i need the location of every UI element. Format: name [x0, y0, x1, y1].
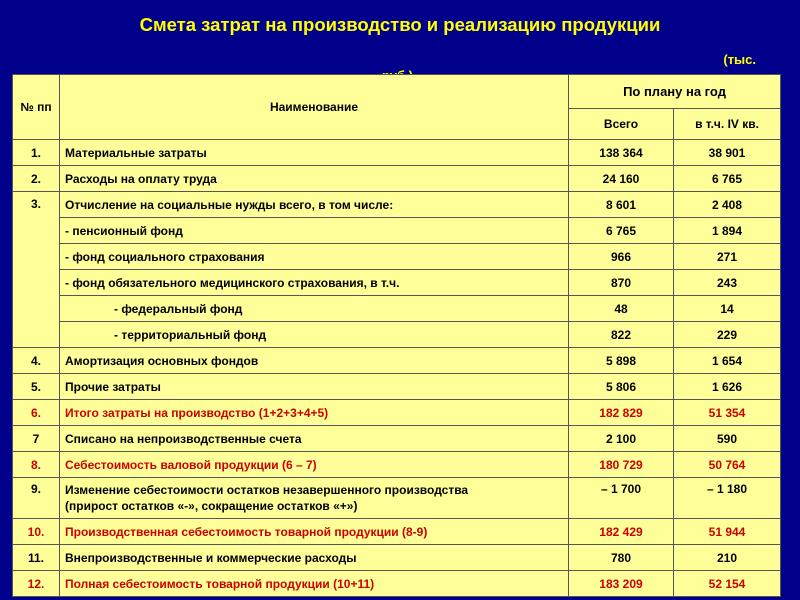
row-name: Производственная себестоимость товарной продукции (8-9) [60, 519, 569, 545]
row-q4: 2 408 [674, 192, 781, 218]
row-total: 8 601 [569, 192, 674, 218]
row-name: - фонд обязательного медицинского страхования, в т.ч. [60, 270, 569, 296]
row-num: 11. [13, 545, 60, 571]
table-row [13, 140, 781, 166]
row-q4: – 1 180 [674, 478, 781, 519]
row-num: 6. [13, 400, 60, 426]
header-q4: в т.ч. IV кв. [674, 109, 781, 140]
row-name [60, 478, 569, 519]
row-total: 6 765 [569, 218, 674, 244]
row-total: 870 [569, 270, 674, 296]
table-row [13, 348, 781, 374]
row-name: Итого затраты на производство (1+2+3+4+5) [60, 400, 569, 426]
row-num: 1. [13, 140, 60, 166]
row-num: 12. [13, 571, 60, 597]
table-row [13, 296, 781, 322]
row-num: 4. [13, 348, 60, 374]
table-row-subtotal [13, 400, 781, 426]
header-plan: По плану на год [569, 75, 781, 109]
row-q4: 210 [674, 545, 781, 571]
row-name: Себестоимость валовой продукции (6 – 7) [60, 452, 569, 478]
row-name: - фонд социального страхования [60, 244, 569, 270]
row-name: Списано на непроизводственные счета [60, 426, 569, 452]
row-total: 183 209 [569, 571, 674, 597]
row-total: 180 729 [569, 452, 674, 478]
row-num: 7 [13, 426, 60, 452]
header-name: Наименование [60, 75, 569, 140]
row-name-line2: (прирост остатков «-», сокращение остатков «+») [65, 499, 358, 513]
row-num: 10. [13, 519, 60, 545]
row-name: Расходы на оплату труда [60, 166, 569, 192]
row-q4: 6 765 [674, 166, 781, 192]
row-total: 182 429 [569, 519, 674, 545]
row-q4: 51 944 [674, 519, 781, 545]
row-name: - пенсионный фонд [60, 218, 569, 244]
row-name: Внепроизводственные и коммерческие расходы [60, 545, 569, 571]
table-row-subtotal [13, 452, 781, 478]
unit-line-1: (тыс. [723, 52, 756, 67]
cost-estimate-table [12, 74, 781, 597]
row-num: 5. [13, 374, 60, 400]
row-num: 8. [13, 452, 60, 478]
table-row [13, 545, 781, 571]
row-name: Полная себестоимость товарной продукции (10+11) [60, 571, 569, 597]
row-total: 822 [569, 322, 674, 348]
row-q4: 38 901 [674, 140, 781, 166]
row-total: 182 829 [569, 400, 674, 426]
row-name: Отчисление на социальные нужды всего, в том числе: [60, 192, 569, 218]
row-num: 9. [13, 478, 60, 519]
row-q4: 229 [674, 322, 781, 348]
unit-label [0, 52, 770, 74]
page-title: Смета затрат на производство и реализацию продукции [139, 14, 661, 35]
row-name: Материальные затраты [60, 140, 569, 166]
row-q4: 1 654 [674, 348, 781, 374]
row-total: 138 364 [569, 140, 674, 166]
table-row [13, 192, 781, 218]
row-total: – 1 700 [569, 478, 674, 519]
row-num: 2. [13, 166, 60, 192]
header-num: № пп [13, 75, 60, 140]
table-row [13, 426, 781, 452]
row-q4: 52 154 [674, 571, 781, 597]
row-q4: 1 626 [674, 374, 781, 400]
row-q4: 271 [674, 244, 781, 270]
row-name: Амортизация основных фондов [60, 348, 569, 374]
table-row-total [13, 571, 781, 597]
table-row [13, 270, 781, 296]
row-total: 780 [569, 545, 674, 571]
table-row-subtotal [13, 519, 781, 545]
row-total: 48 [569, 296, 674, 322]
row-name-line1: Изменение себестоимости остатков незавершенного производства [65, 483, 469, 497]
row-q4: 1 894 [674, 218, 781, 244]
table-row [13, 478, 781, 519]
row-name: - территориальный фонд [60, 322, 569, 348]
row-total: 24 160 [569, 166, 674, 192]
row-q4: 50 764 [674, 452, 781, 478]
table-row [13, 322, 781, 348]
table-row [13, 218, 781, 244]
row-q4: 51 354 [674, 400, 781, 426]
table-row [13, 166, 781, 192]
row-total: 5 898 [569, 348, 674, 374]
row-q4: 590 [674, 426, 781, 452]
row-num: 3. [13, 192, 60, 348]
header-total: Всего [569, 109, 674, 140]
row-name: - федеральный фонд [60, 296, 569, 322]
row-total: 966 [569, 244, 674, 270]
row-total: 5 806 [569, 374, 674, 400]
row-q4: 14 [674, 296, 781, 322]
row-name: Прочие затраты [60, 374, 569, 400]
table-row [13, 244, 781, 270]
row-total: 2 100 [569, 426, 674, 452]
row-q4: 243 [674, 270, 781, 296]
table-row [13, 374, 781, 400]
